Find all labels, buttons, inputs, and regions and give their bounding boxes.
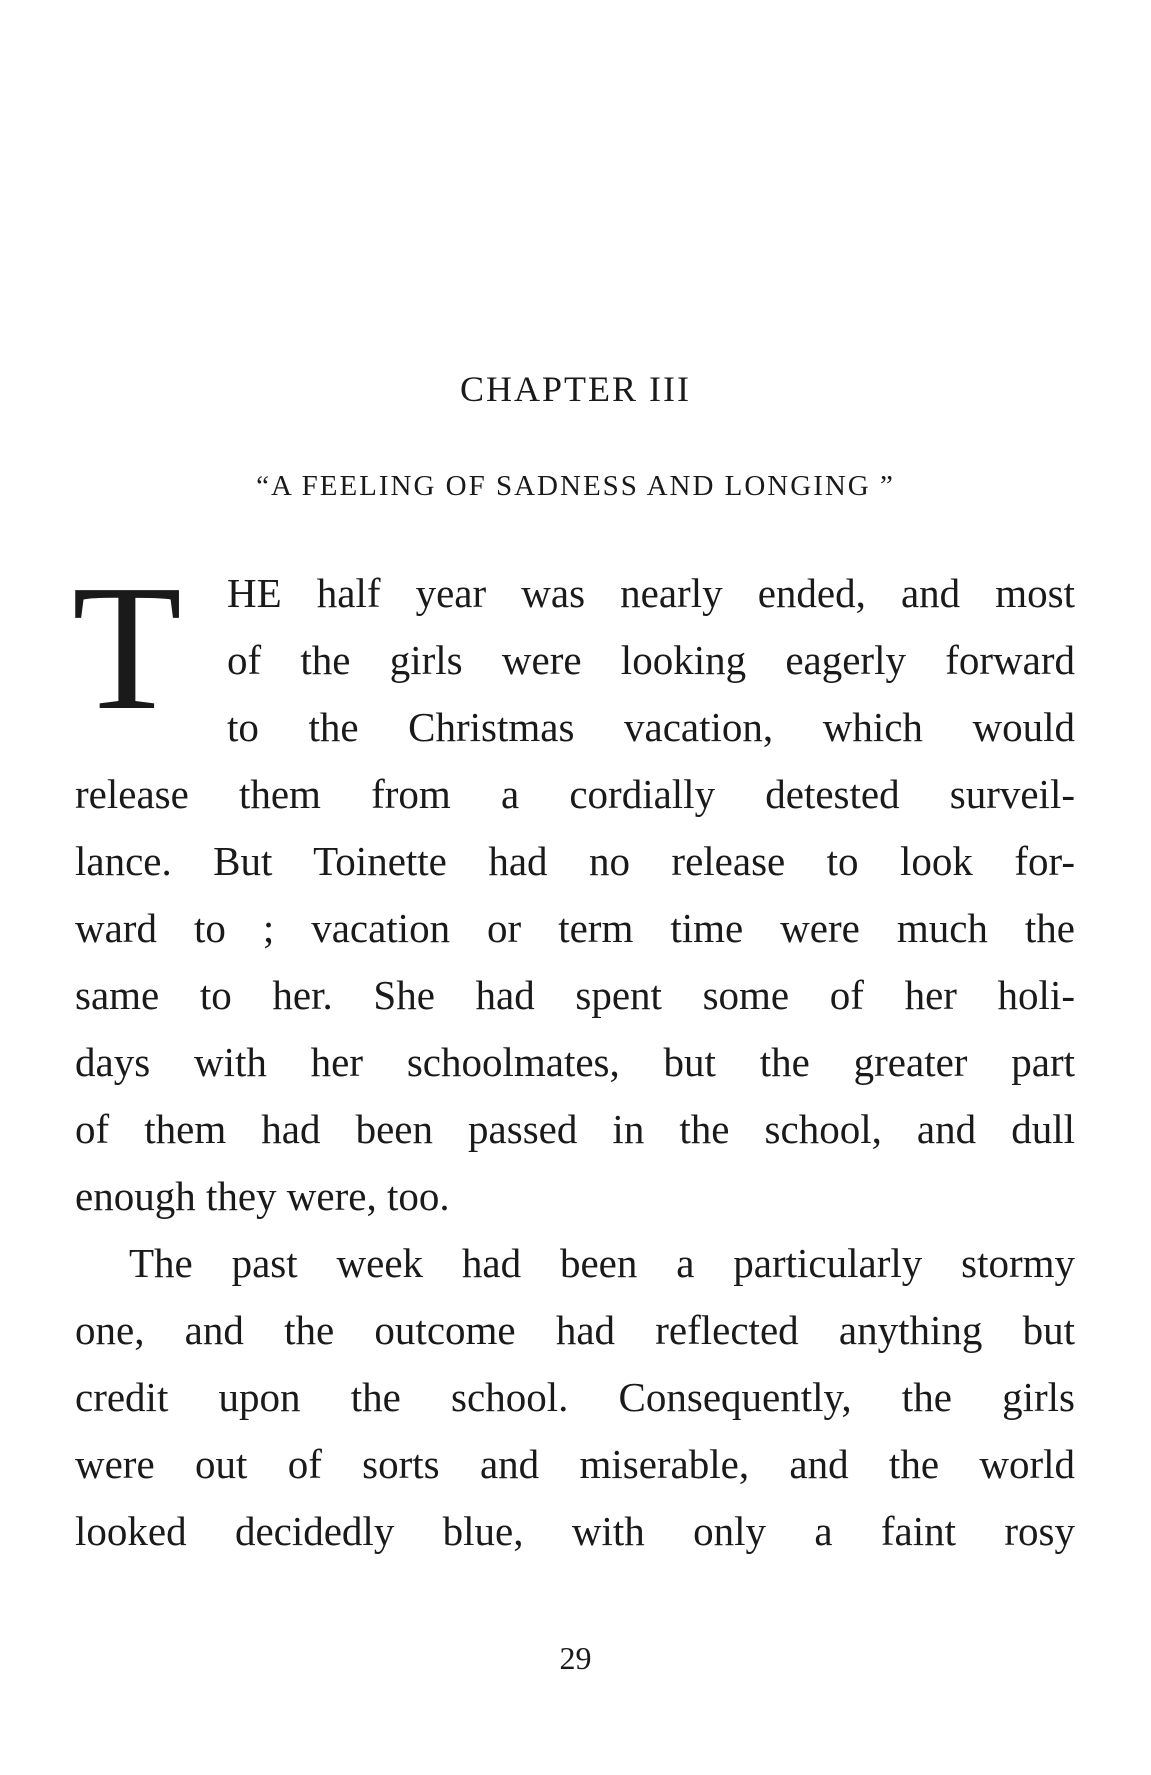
text-line: one, and the outcome had reflected anything but — [75, 1307, 1075, 1353]
text-line: ward to ; vacation or term time were much the — [75, 905, 1075, 951]
text-line: days with her schoolmates, but the greater part — [75, 1039, 1075, 1085]
text-line: to the Christmas vacation, which would — [227, 704, 1075, 750]
text-line: of the girls were looking eagerly forward — [227, 637, 1075, 683]
text-line: HE half year was nearly ended, and most — [227, 570, 1075, 616]
body-text — [75, 560, 1075, 1565]
text-line: The past week had been a particularly stormy — [129, 1240, 1075, 1286]
drop-cap-letter: T — [72, 548, 182, 747]
page-number: 29 — [559, 1640, 592, 1676]
text-line: were out of sorts and miserable, and the world — [75, 1441, 1075, 1487]
text-line: release them from a cordially detested surveil- — [75, 771, 1075, 817]
chapter-subtitle: “A FEELING OF SADNESS AND LONGING ” — [256, 470, 895, 502]
text-line: of them had been passed in the school, and dull — [75, 1106, 1075, 1152]
text-line: enough they were, too. — [75, 1173, 450, 1219]
chapter-heading: CHAPTER III — [460, 369, 691, 409]
text-line: looked decidedly blue, with only a faint rosy — [75, 1508, 1075, 1554]
text-line: credit upon the school. Consequently, the girls — [75, 1374, 1075, 1420]
text-line: same to her. She had spent some of her holi- — [75, 972, 1075, 1018]
text-line: lance. But Toinette had no release to look for- — [75, 838, 1075, 884]
